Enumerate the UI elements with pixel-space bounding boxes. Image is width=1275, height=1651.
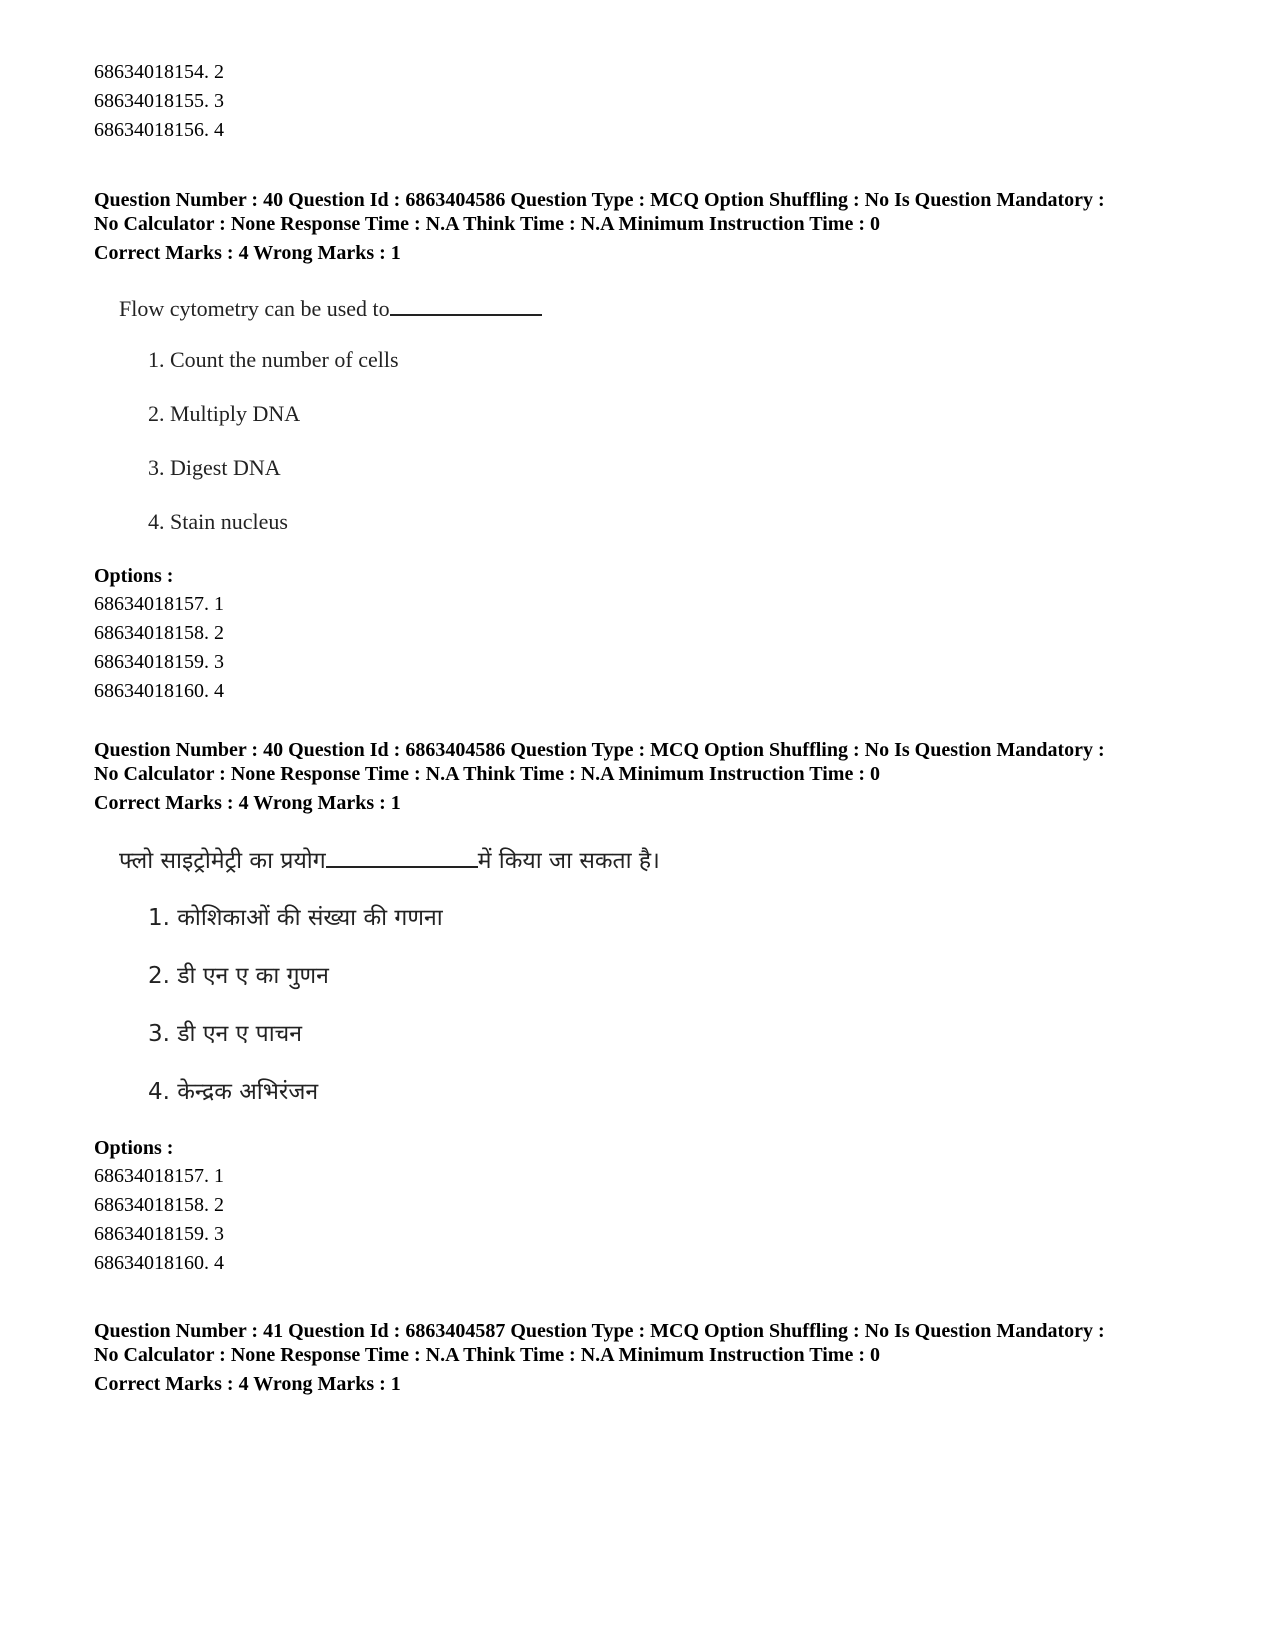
- choice-item: 3. Digest DNA: [148, 455, 281, 480]
- question-marks: Correct Marks : 4 Wrong Marks : 1: [94, 1373, 401, 1395]
- prev-option-line: 68634018155. 3: [94, 90, 224, 112]
- question-text-before: Flow cytometry can be used to: [119, 296, 390, 321]
- question-text: [119, 294, 542, 323]
- choice-item: 2. Multiply DNA: [148, 401, 301, 426]
- options-label: Options :: [94, 1137, 174, 1159]
- option-line: 68634018158. 2: [94, 1194, 224, 1216]
- options-label: Options :: [94, 565, 174, 587]
- option-line: 68634018160. 4: [94, 680, 224, 702]
- question-meta-line1: Question Number : 41 Question Id : 6863404587 Question Type : MCQ Option Shuffling : No Is Question Mandatory :: [94, 1320, 1105, 1342]
- choice-item: 2. डी एन ए का गुणन: [148, 963, 329, 989]
- choice-item: 3. डी एन ए पाचन: [148, 1021, 303, 1047]
- question-text-before: फ्लो साइट्रोमेट्री का प्रयोग: [119, 848, 326, 874]
- option-line: 68634018158. 2: [94, 622, 224, 644]
- question-meta-line1: Question Number : 40 Question Id : 6863404586 Question Type : MCQ Option Shuffling : No Is Question Mandatory :: [94, 189, 1105, 211]
- question-marks: Correct Marks : 4 Wrong Marks : 1: [94, 792, 401, 814]
- option-line: 68634018157. 1: [94, 1165, 224, 1187]
- prev-option-line: 68634018156. 4: [94, 119, 224, 141]
- question-marks: Correct Marks : 4 Wrong Marks : 1: [94, 242, 401, 264]
- prev-option-line: 68634018154. 2: [94, 61, 224, 83]
- question-text: [119, 846, 660, 875]
- answer-blank: [390, 294, 542, 316]
- question-text-after: में किया जा सकता है।: [477, 848, 660, 874]
- choice-item: 4. केन्द्रक अभिरंजन: [148, 1079, 319, 1105]
- option-line: 68634018160. 4: [94, 1252, 224, 1274]
- choice-item: 1. Count the number of cells: [148, 347, 399, 372]
- choice-item: 1. कोशिकाओं की संख्या की गणना: [148, 905, 443, 931]
- option-line: 68634018159. 3: [94, 651, 224, 673]
- choice-item: 4. Stain nucleus: [148, 509, 288, 534]
- question-meta-line2: No Calculator : None Response Time : N.A Think Time : N.A Minimum Instruction Time : 0: [94, 763, 880, 785]
- option-line: 68634018157. 1: [94, 593, 224, 615]
- question-meta-line2: No Calculator : None Response Time : N.A Think Time : N.A Minimum Instruction Time : 0: [94, 1344, 880, 1366]
- question-meta-line1: Question Number : 40 Question Id : 6863404586 Question Type : MCQ Option Shuffling : No Is Question Mandatory :: [94, 739, 1105, 761]
- option-line: 68634018159. 3: [94, 1223, 224, 1245]
- answer-blank: [326, 846, 478, 868]
- question-meta-line2: No Calculator : None Response Time : N.A Think Time : N.A Minimum Instruction Time : 0: [94, 213, 880, 235]
